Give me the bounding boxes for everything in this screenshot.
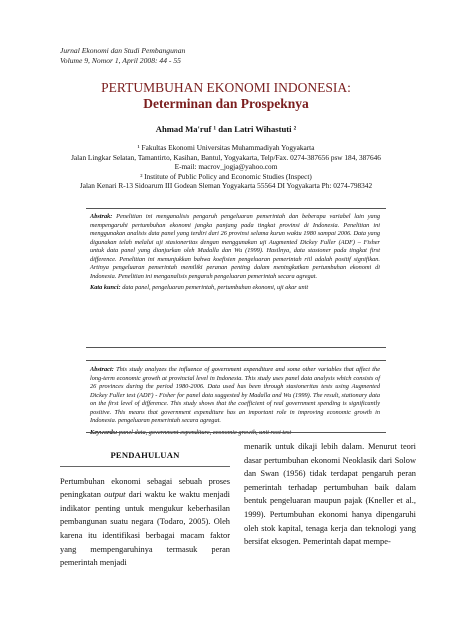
title-main: PERTUMBUHAN EKONOMI INDONESIA: (101, 80, 351, 95)
journal-header (60, 46, 185, 66)
keywords-en-text: panel data, government expenditure, economic growth, unit root test (118, 428, 292, 436)
authors: Ahmad Ma'ruf ¹ dan Latri Wihastuti ² (155, 124, 297, 134)
abstract-en-label: Abstract: (90, 366, 114, 373)
intro-text-rest: dari waktu ke waktu menjadi indikator penting untuk mengukur keberhasilan pembangunan suatu negara (Todaro, 2005). Oleh karena itu identifikasi berbagai macam faktor yang mempengaruhinya termasuk peran pemerintah menjadi (60, 490, 231, 568)
affiliation-email: E-mail: macrov_jogja@yahoo.com (174, 162, 278, 172)
section-heading: PENDAHULUAN (110, 450, 180, 460)
intro-paragraph (60, 475, 230, 570)
left-column (60, 449, 230, 570)
keywords-id-text: data panel, pengeluaran pemerintah, pertumbuhan ekonomi, uji akar unit (122, 284, 309, 291)
abstract-en-bottom-rule (86, 432, 386, 433)
journal-volume: Volume 9, Nomor 1, April 2008: 44 - 55 (60, 56, 181, 65)
abstract-en-text: This study analyzes the influence of government expenditure and some other variables that affect the long-term economic growth at provincial level in Indonesia. This study uses panel data analysis which consists of 26 provinces during the period 1980-2006. Data used has been through stasioneritas tests using Augmented Dickey Fuller test (ADF) - Fisher for panel data suggested by Madalla and Wu (1999). The result, stationary data on the first level of difference. This study shows that the coefficient of real government spending is significantly positive. This means that government expenditure has an important role in improving economic growth in Indonesia. pengeluaran pemerintah secara agregat. (90, 366, 380, 424)
abstract-id-label: Abstrak: (90, 213, 113, 220)
right-column (244, 440, 416, 549)
intro-italic-word: output (104, 490, 126, 500)
abstract-id-top-rule (86, 208, 386, 209)
affiliations (0, 143, 452, 191)
abstract-indonesian (90, 213, 380, 293)
affiliation-line: ² Institute of Public Policy and Economic Studies (Inspect) (140, 171, 312, 181)
journal-name: Jurnal Ekonomi dan Studi Pembangunan (60, 46, 186, 55)
affiliation-line: Jalan Kenari R-13 Sidoarum III Godean Sleman Yogyakarta 55564 DI Yogyakarta Ph: 0274-798342 (79, 181, 373, 191)
abstract-id-keywords (90, 284, 380, 293)
right-column-text: menarik untuk dikaji lebih dalam. Menurut teori dasar pertumbuhan ekonomi Neoklasik dari Solow dan Swan (1956) tidak terdapat pengaruh peran pemerintah terhadap pertumbuhan baik dalam bentuk pengeluaran maupun pajak (Kneller et al., 1999). Pertumbuhan ekonomi hanya dipengaruhi oleh stok kapital, tenaga kerja dan teknologi yang bersifat eksogen. Pemerintah dapat mempe- (244, 442, 416, 547)
intro-text: Pertumbuhan ekonomi sebagai sebuah proses peningkatan (60, 476, 230, 500)
abstract-en-top-rule (86, 360, 386, 361)
abstract-english (90, 366, 380, 437)
abstract-id-bottom-rule (86, 347, 386, 348)
title-subtitle: Determinan dan Prospeknya (143, 96, 309, 111)
section-heading-rule (60, 466, 230, 467)
paper-title (0, 80, 452, 112)
abstract-en-body (90, 366, 380, 426)
keywords-en-label: Keywords: (90, 428, 118, 436)
affiliation-line: Jalan Lingkar Selatan, Tamantirto, Kasihan, Bantul, Yogyakarta, Telp/Fax. 0274-387656 psw 184, 387646 (71, 152, 381, 162)
abstract-id-text: Penelitian ini menganalisis pengaruh pengeluaran pemerintah dan beberapa variabel lain yang mempengaruhi pertumbuhan ekonomi jangka panjang pada tingkat provinsi di Indonesia. Penelitian ini menggunakan analisis data panel yang terdiri dari 26 provinsi selama kurun waktu 1980 sampai 2006. Data yang digunakan telah melalui uji stasioneritas dengan menggunakan uji Augmented Dickey Fuller (ADF) – Fisher untuk data panel yang dianjurkan oleh Madalla dan Wu (1999). Hasilnya, data stasioner pada tingkat first difference. Penelitian ini menunjukkan bahwa koefisien pengeluaran pemerintah riil adalah positif signifikan. Artinya pengeluaran pemerintah memiliki peranan penting dalam meningkatkan pertumbuhan ekonomi di Indonesia. Penelitian ini menganalisis pengaruh pengeluaran pemerintah secara agregat. (90, 213, 380, 280)
affiliation-line: ¹ Fakultas Ekonomi Universitas Muhammadiyah Yogyakarta (137, 143, 315, 152)
abstract-id-body (90, 213, 380, 281)
keywords-id-label: Kata kunci: (90, 284, 121, 291)
